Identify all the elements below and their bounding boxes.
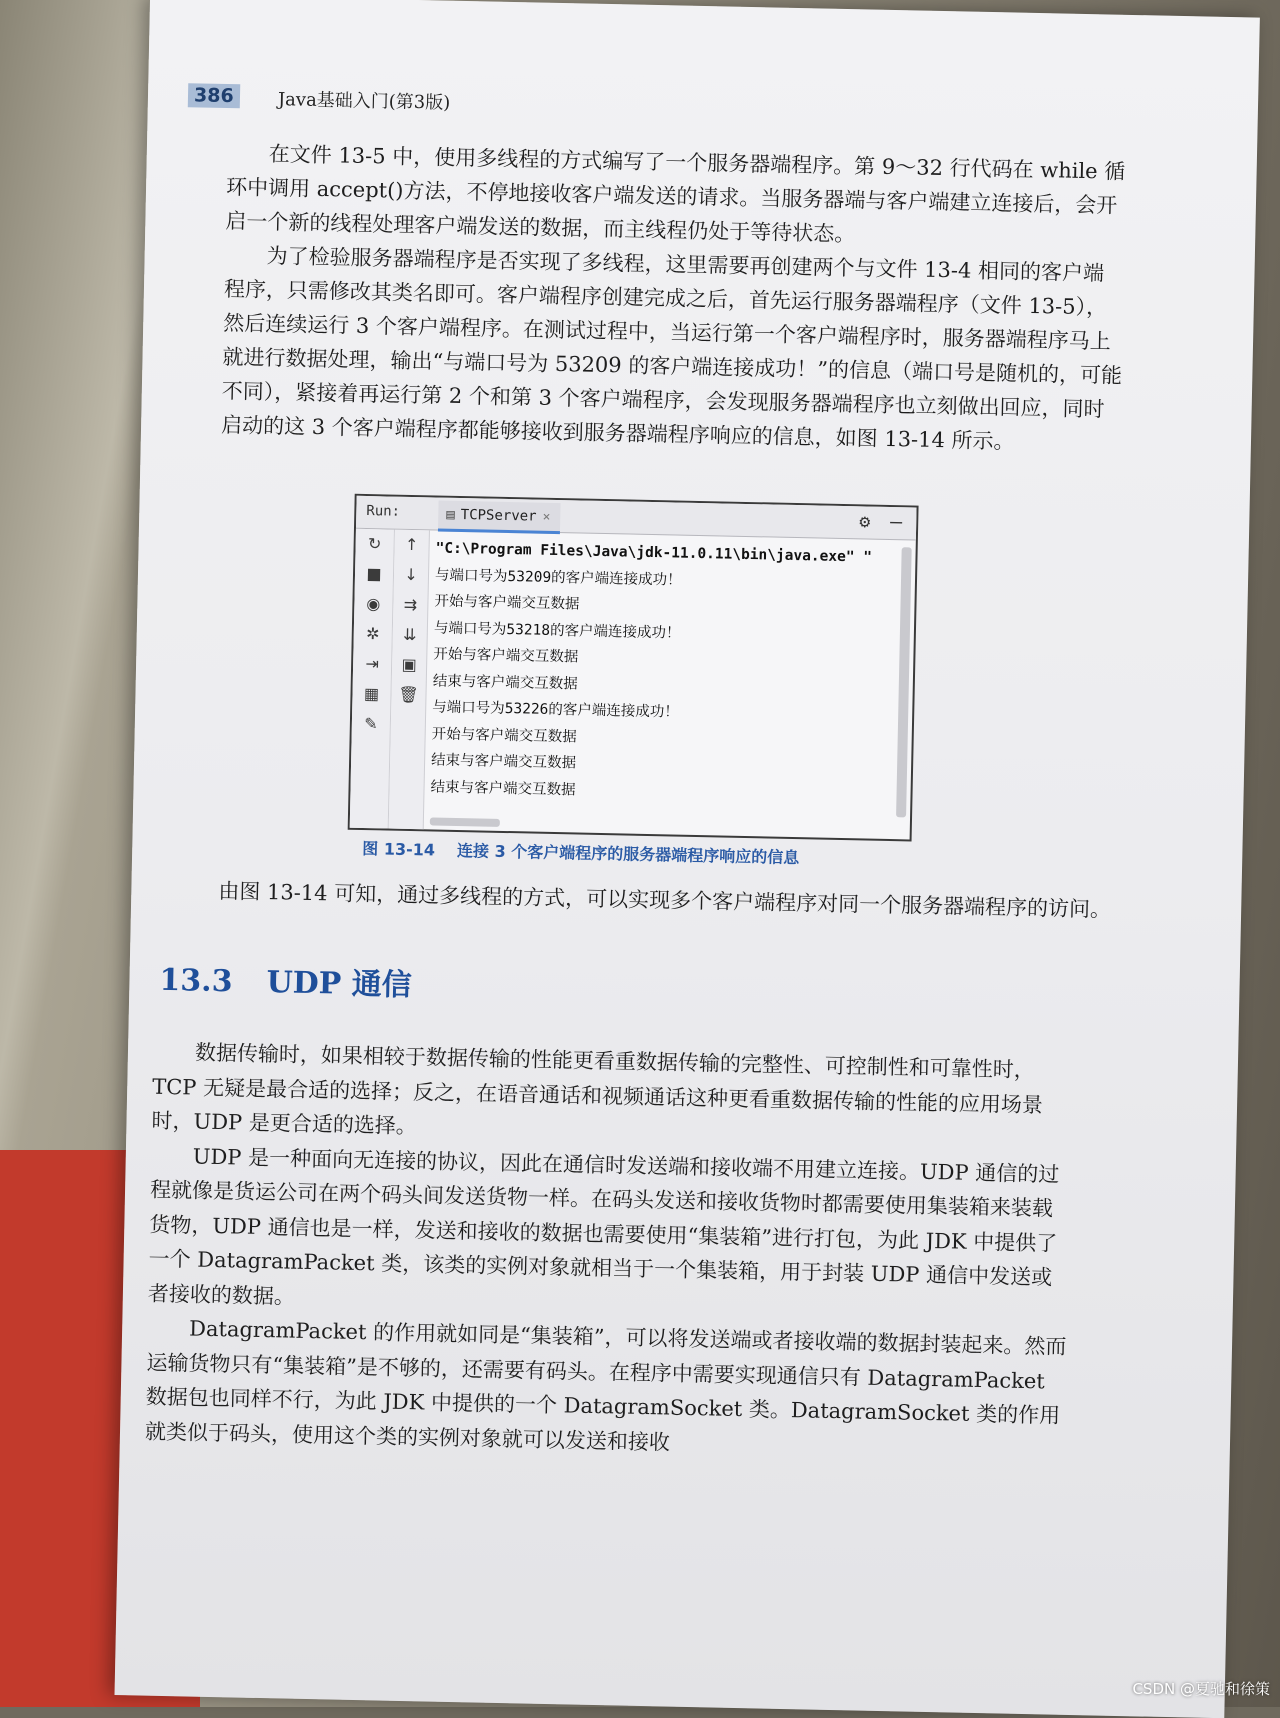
csdn-watermark: CSDN @夏驰和徐策	[1132, 1680, 1270, 1698]
rerun-icon[interactable]: ↻	[367, 534, 382, 554]
book-title: Java基础入门(第3版)	[277, 89, 451, 114]
console-output	[430, 535, 895, 810]
caption-text: 连接 3 个客户端程序的服务器端程序响应的信息	[456, 840, 800, 868]
figure-caption	[362, 836, 799, 868]
tab-tcpserver[interactable]	[438, 501, 561, 535]
scroll-to-end-icon[interactable]: ⇊	[402, 624, 417, 645]
exit-icon[interactable]: ⇥	[365, 654, 380, 674]
caption-number: 图 13-14	[362, 839, 436, 860]
minimize-icon[interactable]: —	[889, 508, 903, 534]
tab-label: TCPServer	[460, 506, 537, 525]
console-line: 与端口号为53226的客户端连接成功！	[432, 699, 680, 721]
horizontal-scrollbar[interactable]	[430, 817, 500, 826]
up-arrow-icon[interactable]: ↑	[404, 534, 419, 555]
section-number: 13.3	[159, 962, 233, 1000]
paragraphs-top	[221, 136, 1127, 461]
camera-icon[interactable]: ◉	[366, 594, 381, 614]
console-line: "C:\Program Files\Java\jdk-11.0.11\bin\java.exe" "	[435, 540, 873, 566]
page-number: 386	[188, 83, 240, 108]
run-toolbar-left	[350, 529, 395, 829]
run-toolbar-header	[356, 496, 917, 541]
down-arrow-icon[interactable]: ↓	[404, 564, 418, 585]
console-line: 与端口号为53218的客户端连接成功！	[433, 619, 681, 642]
console-line: 开始与客户端交互数据	[433, 646, 579, 666]
paragraph-1: 在文件 13-5 中，使用多线程的方式编写了一个服务器端程序。第 9～32 行代码在 while 循环中调用 accept()方法，不停地接收客户端发送的请求。当服务器端与客户端建立连接后，会开启一个新的线程处理客户端发送的数据，而主线程仍处于等待状态。	[225, 141, 1126, 247]
soft-wrap-icon[interactable]: ⇉	[403, 594, 418, 615]
vertical-scrollbar[interactable]	[896, 547, 912, 817]
console-line: 结束与客户端交互数据	[430, 778, 576, 798]
page-header	[188, 83, 1208, 134]
layout-icon[interactable]: ▦	[363, 684, 380, 704]
paragraph-after-figure-block	[176, 873, 1112, 927]
run-toolbar-right	[389, 530, 430, 830]
section-heading	[159, 955, 412, 1004]
console-line: 开始与客户端交互数据	[434, 593, 580, 613]
close-icon[interactable]: ×	[542, 509, 551, 525]
paragraph-3: 数据传输时，如果相较于数据传输的性能更看重数据传输的完整性、可控制性和可靠性时，TCP 无疑是最合适的选择；反之，在语音通话和视频通话这种更看重数据传输的性能的应用场景时，UDP 是更合适的选择。	[151, 1040, 1044, 1139]
book-page	[114, 0, 1259, 1718]
console-line: 结束与客户端交互数据	[430, 752, 577, 772]
paragraph-after-figure: 由图 13-14 可知，通过多线程的方式，可以实现多个客户端程序对同一个服务器端程序的访问。	[218, 879, 1112, 922]
paragraph-4: UDP 是一种面向无连接的协议，因此在通信时发送端和接收端不用建立连接。UDP 通信的过程就像是货运公司在两个码头间发送货物一样。在码头发送和接收货物时都需要使用集装箱来装载货物，UDP 通信也是一样，发送和接收的数据也需要使用“集装箱”进行打包，为此 JDK 中提供了一个 DatagramPacket 类，该类的实例对象就相当于一个集装箱，用于封装 UDP 通信中发送或者接收的数据。	[147, 1144, 1060, 1309]
paragraph-5: DatagramPacket 的作用就如同是“集装箱”，可以将发送端或者接收端的数据封装起来。然而运输货物只有“集装箱”是不够的，还需要有码头。在程序中需要实现通信只有 DatagramPacket 数据包也同样不行，为此 JDK 中提供的一个 DatagramSocket 类。DatagramSocket 类的作用就类似于码头，使用这个类的实例对象就可以发送和接收	[144, 1316, 1067, 1455]
console-line: 与端口号为53209的客户端连接成功！	[434, 566, 682, 589]
console-tab-icon: ▤	[446, 506, 455, 523]
gear-icon[interactable]: ⚙	[859, 511, 871, 533]
console-line: 开始与客户端交互数据	[431, 725, 577, 745]
ide-run-window	[348, 494, 919, 842]
section-title: UDP 通信	[266, 965, 413, 1004]
run-label: Run:	[366, 503, 401, 520]
trash-icon[interactable]: 🗑	[398, 684, 419, 705]
stop-icon[interactable]: ■	[366, 564, 382, 584]
debug-icon[interactable]: ✲	[365, 624, 380, 644]
pin-icon[interactable]: ✎	[363, 714, 378, 734]
print-icon[interactable]: ▣	[401, 654, 417, 675]
paragraphs-bottom	[145, 1035, 1073, 1468]
console-line: 结束与客户端交互数据	[432, 672, 578, 692]
paragraph-2: 为了检验服务器端程序是否实现了多线程，这里需要再创建两个与文件 13-4 相同的客户端程序，只需修改其类名即可。客户端程序创建完成之后，首先运行服务器端程序（文件 13-5），然后连续运行 3 个客户端程序。在测试过程中，当运行第一个客户端程序时，服务器端程序马上就进行数据处理，输出“与端口号为 53209 的客户端连接成功！”的信息（端口号是随机的，可能不同），紧接着再运行第 2 个和第 3 个客户端程序，会发现服务器端程序也立刻做出回应，同时启动的这 3 个客户端程序都能够接收到服务器端程序响应的信息，如图 13-14 所示。	[220, 243, 1123, 454]
